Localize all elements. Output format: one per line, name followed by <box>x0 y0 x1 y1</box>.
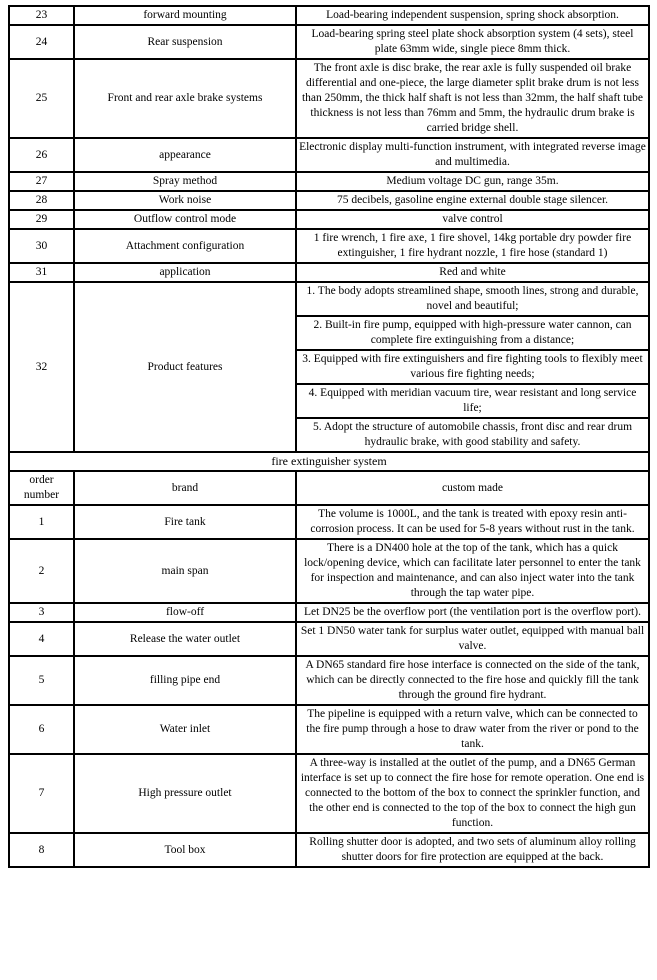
table-row <box>9 172 649 191</box>
item-description: A DN65 standard fire hose interface is connected on the side of the tank, which can be directly connected to the fire hose and quickly fill the tank through the ground fire hydrant. <box>296 656 649 705</box>
item-name: High pressure outlet <box>74 754 296 833</box>
item-description: There is a DN400 hole at the top of the tank, which has a quick lock/opening device, which can facilitate later personnel to enter the tank for inspection and maintenance, and can also inject water into the tank through the tap water pipe. <box>296 539 649 603</box>
item-name: Attachment configuration <box>74 229 296 263</box>
row-number: 27 <box>9 172 74 191</box>
table-row <box>9 539 649 603</box>
item-name: Tool box <box>74 833 296 867</box>
item-name: Fire tank <box>74 505 296 539</box>
row-number: 28 <box>9 191 74 210</box>
column-header-custom-made: custom made <box>296 471 649 505</box>
item-name: application <box>74 263 296 282</box>
item-name: main span <box>74 539 296 603</box>
specification-table <box>8 5 650 868</box>
row-number: 2 <box>9 539 74 603</box>
table-row <box>9 263 649 282</box>
row-number: 7 <box>9 754 74 833</box>
header-row <box>9 471 649 505</box>
item-name: flow-off <box>74 603 296 622</box>
table-row <box>9 505 649 539</box>
table-row <box>9 210 649 229</box>
item-name: filling pipe end <box>74 656 296 705</box>
item-name: Release the water outlet <box>74 622 296 656</box>
item-description: Load-bearing independent suspension, spring shock absorption. <box>296 6 649 25</box>
row-number: 4 <box>9 622 74 656</box>
item-description: The pipeline is equipped with a return valve, which can be connected to the fire pump through a hose to draw water from the river or pond to the tank. <box>296 705 649 754</box>
row-number: 32 <box>9 282 74 452</box>
table-row <box>9 6 649 25</box>
section-title-row <box>9 452 649 471</box>
item-description: A three-way is installed at the outlet of the pump, and a DN65 German interface is set up to connect the fire hose for remote operation. One end is connected to the bottom of the box to connect the sprinkler function, and the other end is connected to the top of the box to connect the high gun function. <box>296 754 649 833</box>
table-row <box>9 603 649 622</box>
table-row <box>9 282 649 316</box>
item-description: Medium voltage DC gun, range 35m. <box>296 172 649 191</box>
table-row <box>9 705 649 754</box>
item-description: 75 decibels, gasoline engine external double stage silencer. <box>296 191 649 210</box>
item-description: Rolling shutter door is adopted, and two sets of aluminum alloy rolling shutter doors for fire protection are equipped at the back. <box>296 833 649 867</box>
row-number: 26 <box>9 138 74 172</box>
item-description: Load-bearing spring steel plate shock absorption system (4 sets), steel plate 63mm wide, single piece 8mm thick. <box>296 25 649 59</box>
section-title: fire extinguisher system <box>9 452 649 471</box>
item-name: forward mounting <box>74 6 296 25</box>
item-name: Front and rear axle brake systems <box>74 59 296 138</box>
item-description: Let DN25 be the overflow port (the ventilation port is the overflow port). <box>296 603 649 622</box>
item-name: Outflow control mode <box>74 210 296 229</box>
item-name: Water inlet <box>74 705 296 754</box>
table-row <box>9 191 649 210</box>
table-row <box>9 622 649 656</box>
item-description: Set 1 DN50 water tank for surplus water outlet, equipped with manual ball valve. <box>296 622 649 656</box>
column-header-order-number: order number <box>9 471 74 505</box>
item-description: 1 fire wrench, 1 fire axe, 1 fire shovel, 14kg portable dry powder fire extinguisher, 1 fire hydrant nozzle, 1 fire hose (standard 1) <box>296 229 649 263</box>
row-number: 23 <box>9 6 74 25</box>
item-name: Work noise <box>74 191 296 210</box>
item-description: Red and white <box>296 263 649 282</box>
row-number: 6 <box>9 705 74 754</box>
row-number: 29 <box>9 210 74 229</box>
item-description: valve control <box>296 210 649 229</box>
table-row <box>9 754 649 833</box>
column-header-brand: brand <box>74 471 296 505</box>
row-number: 8 <box>9 833 74 867</box>
item-name: Product features <box>74 282 296 452</box>
item-name: appearance <box>74 138 296 172</box>
row-number: 31 <box>9 263 74 282</box>
table-row <box>9 229 649 263</box>
table-row <box>9 833 649 867</box>
item-description: The front axle is disc brake, the rear axle is fully suspended oil brake differential and one-piece, the large diameter split brake drum is not less than 250mm, the thick half shaft is not less than 32mm, the half shaft tube thickness is not less than 76mm and 5mm, the hydraulic drum brake is carried bridge shell. <box>296 59 649 138</box>
row-number: 3 <box>9 603 74 622</box>
row-number: 30 <box>9 229 74 263</box>
row-number: 24 <box>9 25 74 59</box>
item-description: 2. Built-in fire pump, equipped with high-pressure water cannon, can complete fire extinguishing from a distance; <box>296 316 649 350</box>
item-description: 4. Equipped with meridian vacuum tire, wear resistant and long service life; <box>296 384 649 418</box>
item-name: Rear suspension <box>74 25 296 59</box>
row-number: 5 <box>9 656 74 705</box>
item-description: Electronic display multi-function instrument, with integrated reverse image and multimedia. <box>296 138 649 172</box>
item-description: 1. The body adopts streamlined shape, smooth lines, strong and durable, novel and beautiful; <box>296 282 649 316</box>
item-description: 5. Adopt the structure of automobile chassis, front disc and rear drum hydraulic brake, with good stability and safety. <box>296 418 649 452</box>
item-name: Spray method <box>74 172 296 191</box>
item-description: The volume is 1000L, and the tank is treated with epoxy resin anti-corrosion process. It can be used for 5-8 years without rust in the tank. <box>296 505 649 539</box>
spec-table-body <box>9 6 649 867</box>
table-row <box>9 138 649 172</box>
table-row <box>9 25 649 59</box>
row-number: 25 <box>9 59 74 138</box>
row-number: 1 <box>9 505 74 539</box>
table-row <box>9 656 649 705</box>
table-row <box>9 59 649 138</box>
item-description: 3. Equipped with fire extinguishers and fire fighting tools to flexibly meet various fire fighting needs; <box>296 350 649 384</box>
